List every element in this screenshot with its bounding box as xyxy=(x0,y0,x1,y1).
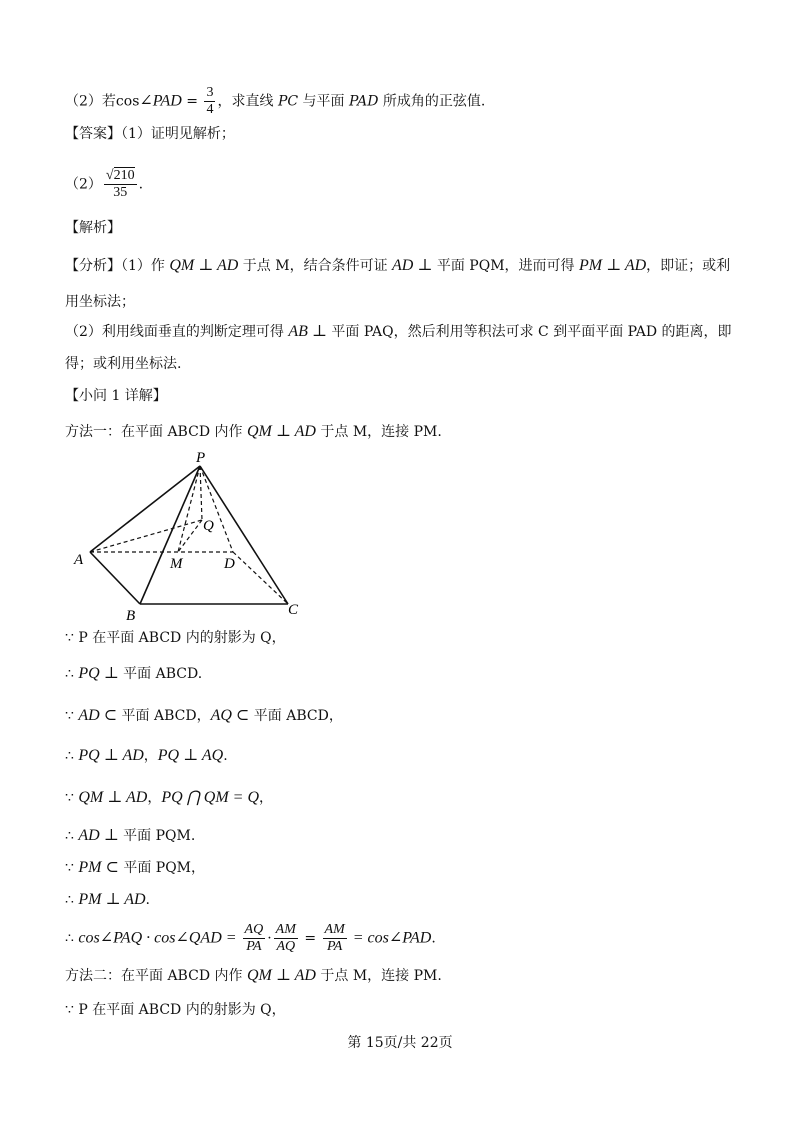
fraction-sqrt210-35: $\frac{√210}{35}$ xyxy=(105,168,135,200)
step-2: ∴ PQ ⊥ 平面 ABCD. xyxy=(65,665,203,682)
jiexi-heading: 【解析】 xyxy=(65,220,121,236)
step-1: ∵ P 在平面 ABCD 内的射影为 Q， xyxy=(65,630,286,646)
detail-heading: 【小问 1 详解】 xyxy=(65,388,167,404)
fraction-aq-pa: $\frac{AQ}{PA}$ xyxy=(244,922,264,954)
last-line: ∵ P 在平面 ABCD 内的射影为 Q， xyxy=(65,1002,286,1018)
method-1: 方法一：在平面 ABCD 内作 QM ⊥ AD 于点 M，连接 PM. xyxy=(65,423,442,440)
method-2: 方法二：在平面 ABCD 内作 QM ⊥ AD 于点 M，连接 PM. xyxy=(65,967,442,984)
analysis-line-1: 【分析】（1）作 QM ⊥ AD 于点 M，结合条件可证 AD ⊥ 平面 PQM，进而可得 PM ⊥ AD，即证；或利 xyxy=(65,257,731,274)
fraction-am-pa: $\frac{AM}{PA}$ xyxy=(324,922,345,954)
answer-line-1: 【答案】（1）证明见解析； xyxy=(65,126,235,142)
label-A: A xyxy=(74,552,84,568)
step-6: ∴ AD ⊥ 平面 PQM. xyxy=(65,827,196,844)
label-C: C xyxy=(288,602,299,618)
step-9: ∴ cos∠PAQ · cos∠QAD = $\frac{AQ}{PA}$ · $\frac{AM}{AQ}$ = $\frac{AM}{PA}$ = cos∠PAD. xyxy=(65,922,436,954)
step-3: ∵ AD ⊂ 平面 ABCD，AQ ⊂ 平面 ABCD， xyxy=(65,707,343,724)
analysis-line-3: （2）利用线面垂直的判断定理可得 AB ⊥ 平面 PAQ，然后利用等积法可求 C 到平面平面 PAD 的距离，即 xyxy=(65,323,732,340)
answer-line-2: （2） $\frac{√210}{35}$ . xyxy=(65,168,144,200)
pyramid-figure xyxy=(60,448,320,628)
fraction-3-4: $\frac{3}{4}$ xyxy=(206,85,214,117)
page-footer: 第 15页/共 22页 xyxy=(347,1035,453,1051)
step-4: ∴ PQ ⊥ AD，PQ ⊥ AQ. xyxy=(65,747,228,764)
step-5: ∵ QM ⊥ AD，PQ ⋂ QM = Q， xyxy=(65,789,274,806)
fraction-am-aq: $\frac{AM}{AQ}$ xyxy=(275,922,296,954)
label-P: P xyxy=(196,450,206,466)
label-M: M xyxy=(170,556,183,572)
analysis-line-2: 用坐标法； xyxy=(65,294,135,310)
analysis-line-4: 得；或利用坐标法. xyxy=(65,356,182,372)
label-Q: Q xyxy=(203,518,214,534)
step-8: ∴ PM ⊥ AD. xyxy=(65,891,150,908)
label-B: B xyxy=(126,608,136,624)
question-2: （2）若cos∠PAD = $\frac{3}{4}$ ，求直线 PC 与平面 PAD 所成角的正弦值. xyxy=(65,85,486,117)
label-D: D xyxy=(224,556,235,572)
step-7: ∵ PM ⊂ 平面 PQM， xyxy=(65,859,206,876)
